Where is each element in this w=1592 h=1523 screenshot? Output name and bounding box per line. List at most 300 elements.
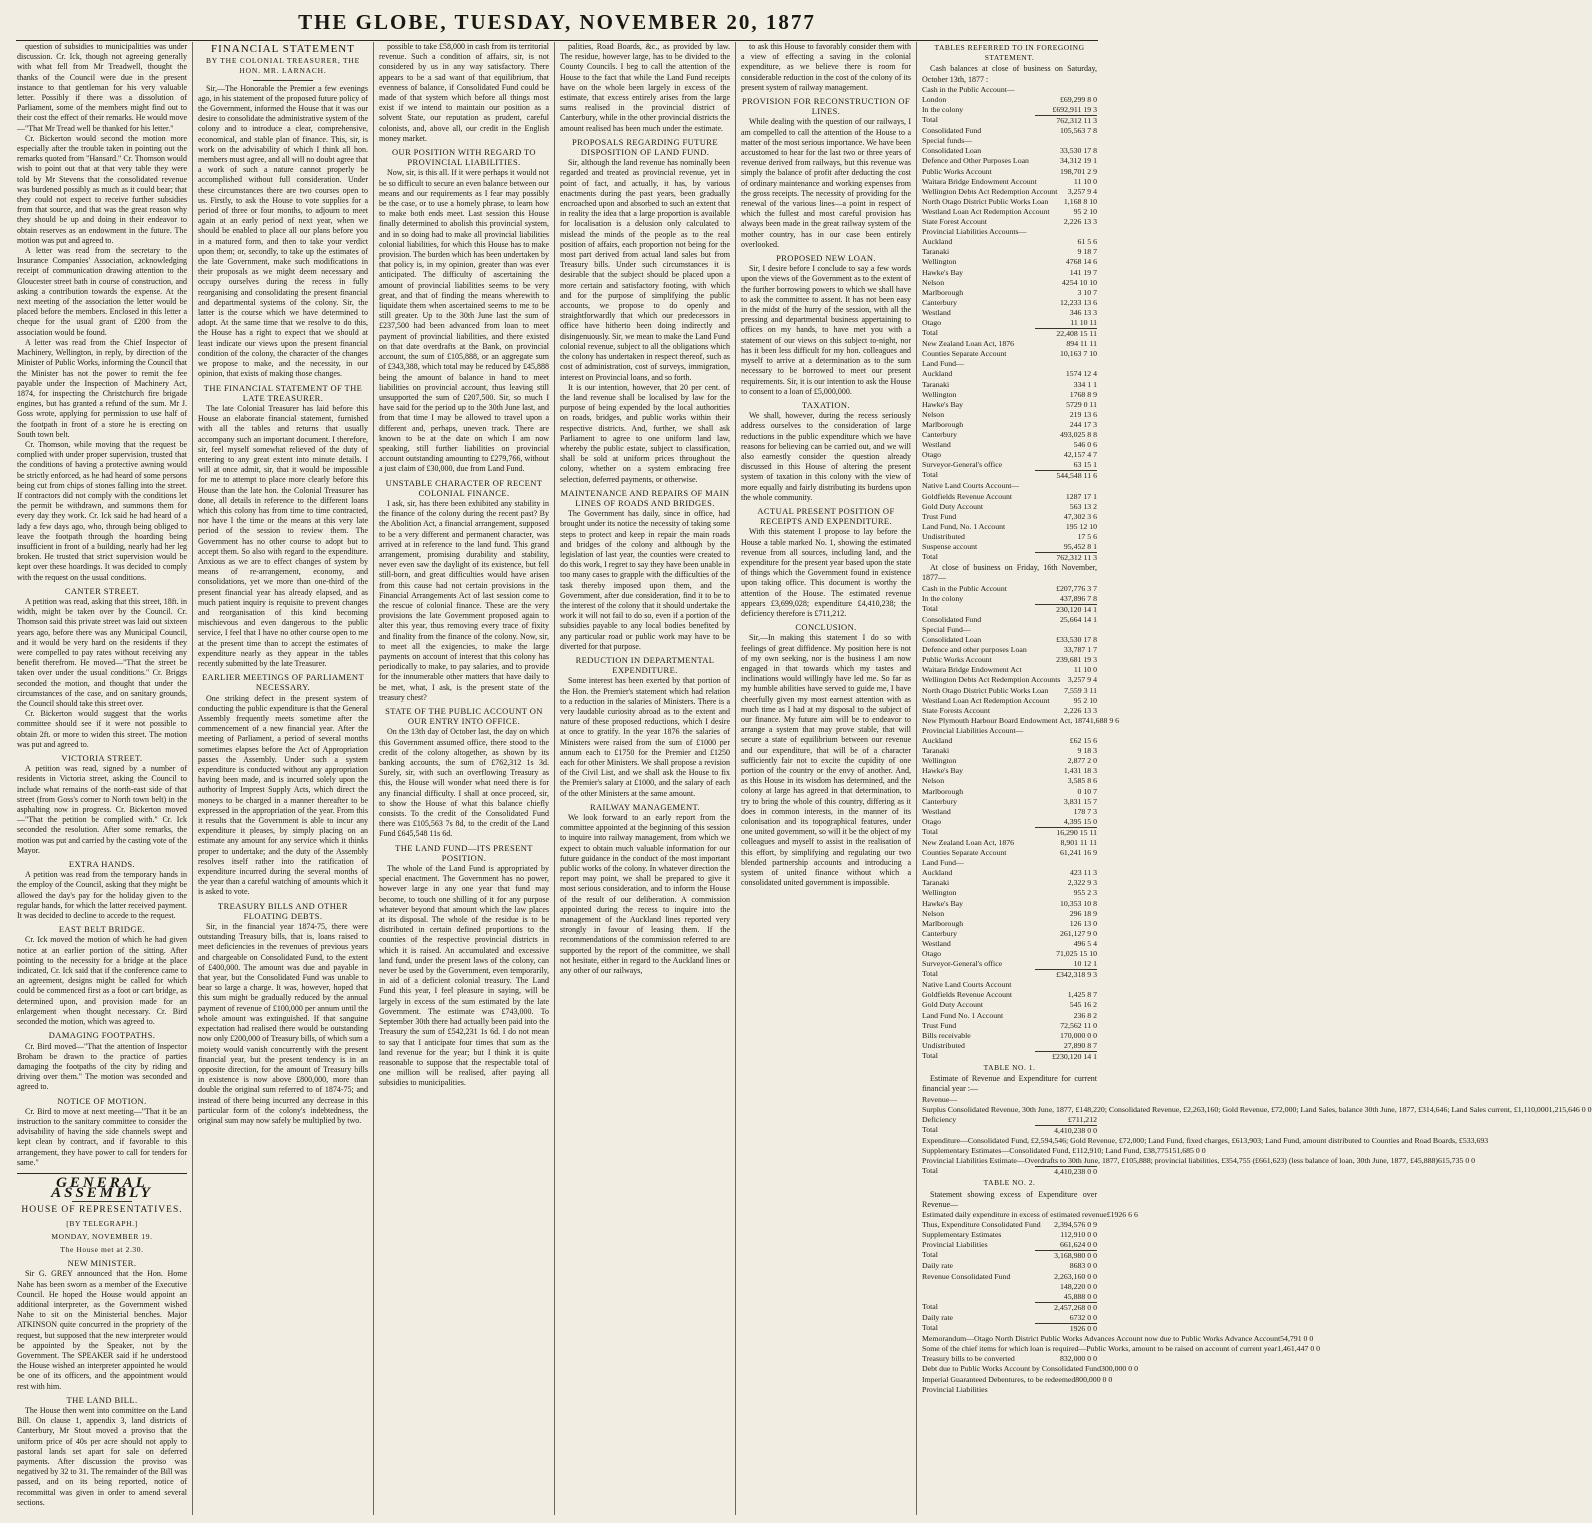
row-amount: 334 1 1 [1073,379,1097,389]
table-row [922,888,1097,898]
row-label: Westland [922,938,951,948]
table-row [922,247,1097,257]
row-label: Total [922,826,938,836]
paragraph: The late Colonial Treasurer has laid before this House an elaborate financial statement, furnished with all the tables and returns that usually accompany such an important document. I therefore, sir, feel myself somewhat relieved of the duty of entering to any great extent into minute details. I will at once admit, sir, that it would be impossible for me to attempt to place more clearly before this House than the late hon. the Colonial Treasurer has done, all details in reference to the different loans which this colony has from time to time contracted, nor have I the time or the means at this very late period of the session to review them. The Government has no other course to adopt but to accept them. So also with regard to the expenditure. Anxious as we are to effect changes of system by means of re-arrangement, economy, and consolidations, yet we more than one-third of the present financial year has already elapsed, and as much patient inquiry is requisite to prevent changes and reorganisation of this kind becoming mischievous and even dangerous to the public service, I feel that I have no other course open to me at the present time than to accept the estimates of expenditure nearly as they appear in the tables recently submitted by the late Treasurer. [198,403,368,668]
table-row [922,308,1097,318]
row-label: Treasury bills to be converted [922,1354,1015,1364]
row-amount: 72,562 11 0 [1060,1020,1097,1030]
table-row [922,328,1097,339]
row-label: Canterbury [922,430,958,439]
row-amount: 832,000 0 0 [1059,1354,1097,1364]
row-label: Surveyor-General's office [922,460,1003,470]
paragraph: We look forward to an early report from the committee appointed at the beginning of this session to inquire into railway management, from which we expect to obtain much valuable information for our future guidance in the conduct of the most important public works of the colony. In whatever direction the report may point, we shall be prepared to give it most serious consideration, and to inform the House of the result of our deliberation. A commission appointed during the recess to inquire into the management of the Auckland lines reported very strongly in favour of leasing them. If the recommendations of the commission referred to are supported by the report of the committee, we shall not hesitate, either in regard to the Auckland lines or any other of our railways, [560,813,730,976]
row-amount: 955 2 3 [1073,888,1097,898]
masthead: THE GLOBE, TUESDAY, NOVEMBER 20, 1877 [16,10,1098,41]
row-amount [1035,359,1097,369]
row-label: Hawke's Bay [922,267,964,277]
date-line: MONDAY, NOVEMBER 19. [51,1231,153,1241]
table-row [922,532,1097,542]
row-label: Trust Fund [922,511,957,521]
estimate-table [922,1094,1592,1178]
table-row [922,227,1097,237]
row-label: Daily rate [922,1312,953,1322]
table-row [922,899,1097,909]
row-label: Supplementary Estimates [922,1230,1002,1240]
row-label: Westland Loan Act Redemption Account [922,695,1050,705]
row-amount: 71,025 15 10 [1056,949,1097,958]
row-amount: 63 15 1 [1073,460,1097,470]
row-amount: 10,353 10 8 [1059,898,1097,908]
row-amount: 11 10 0 [1073,665,1097,675]
row-amount: 47,302 3 6 [1063,511,1097,521]
table-row [922,146,1097,156]
table-row [922,878,1097,888]
row-amount: 1,215,646 0 0 [1548,1104,1592,1114]
column-5 [736,42,917,1515]
paragraph: The whole of the Land Fund is appropriated by special enactment. The Government has no power, however large in any one year that fund may become, to touch one shilling of it for any purpose whatever beyond that amount which the law places at its disposal. The whole of the residue is to be distributed in certain defined proportions to the counties of the respective provincial districts in which it is raised. An accumulated and excessive land fund, under the present laws of the colony, can never be used by the Government, even temporarily, in aid of a deficient colonial treasury. The Land Fund this year, I feel pleasure in saying, will be largely in excess of the sum estimated by the late Government. The estimate was £743,000. To September 30th there had actually been paid into the Treasury the sum of £542,231 1s 6d. I do not mean to say that I anticipate four times that sum as the land revenue for the year; but I think it is quite reasonable to suppose that the respectable total of one million will be realised, after paying all subsidies to municipalities. [379,864,549,1088]
row-label: Total [922,1166,938,1176]
row-amount: 45,888 0 0 [1063,1291,1097,1301]
row-label: Provincial Liabilities Estimate—Overdrafts to 30th June, 1877, £105,888; provincial liabilities, £354,755 (£661,623) (less balance of loan, 30th June, 1877, £45,888) [922,1156,1439,1166]
row-amount: 3,257 9 4 [1067,675,1097,685]
row-amount: 33,530 17 8 [1059,146,1097,156]
row-label: North Otago District Public Works Loan [922,196,1049,206]
table-row [922,390,1097,400]
row-amount: £62 15 6 [1069,736,1097,746]
row-label: Taranaki [922,746,950,756]
row-label: Suspense account [922,542,978,552]
row-amount: 126 13 0 [1069,918,1097,928]
section-heading: UNSTABLE CHARACTER OF RECENT COLONIAL FINANCE. [385,477,543,498]
table-row [922,136,1097,146]
row-amount: 346 13 3 [1069,307,1097,317]
row-amount: 112,910 0 0 [1060,1230,1097,1240]
row-amount: £692,911 19 3 [1052,105,1097,114]
row-label: Total [922,115,938,125]
row-amount: 615,735 0 0 [1438,1156,1476,1166]
paragraph: I ask, sir, has there been exhibited any stability in the finance of the colony during the recent past? By the Abolition Act, a financial arrangement, supposed to be a very different and permanent character, was arrived at in reference to the land fund. This grand arrangement, promising durability and stability, never even saw the daylight of its existence, but fell still-born, and great difficulties would have arisen from this cause had not certain provisions in the Financial Arrangements Act of last session come to the rescue of colonial finance. These are the very provisions the late Government proposed again to alter this year, thus removing every trace of fixity and finality from the finance of the colony. Now, sir, to meet all the exigencies, to make the large payments on account of interest that this colony has periodically to make, to pay salaries, and to provide for the innumerable other matters that have daily to be met, what, I ask, is the present state of the treasury chest? [379,498,549,702]
row-label: Estimated daily expenditure in excess of estimated revenue [922,1210,1107,1219]
row-amount: £1926 6 6 [1106,1210,1138,1219]
row-amount: 95 2 10 [1073,695,1097,705]
row-label: Cash in the Public Account— [922,84,1015,94]
table-row [922,257,1097,267]
row-label: Land Fund No. 1 Account [922,1010,1004,1020]
paragraph: Sir G. GREY announced that the Hon. Home Nahe has been sworn as a member of the Executive Council. He hoped the House would appoint an additional interpreter, as the Government wished Nahe to sit on the Ministerial benches. Major ATKINSON quite concurred in the propriety of the request, but supposed that the new interpreter would be appointed by the Speaker, not by the Government. The SPEAKER said if he understood the House wished an interpreter appointed he would be one of its officers, and the appointment would rest with him. [17,1269,187,1391]
table-row [922,268,1097,278]
row-label: Provincial Liabilities [922,1384,988,1394]
section-heading: RAILWAY MANAGEMENT. [589,801,701,812]
section-heading: PROPOSED NEW LOAN. [776,253,876,264]
table-row [922,1115,1097,1125]
row-label: Native Land Courts Account— [922,481,1020,491]
table-row [922,380,1097,390]
table-row [922,1240,1097,1250]
row-amount: 25,664 14 1 [1059,614,1097,624]
table-row [922,522,1097,532]
section-heading: TAXATION. [801,399,850,410]
row-label: Revenue Consolidated Fund [922,1271,1011,1281]
byline: BY THE COLONIAL TREASURER, THE HON. MR. LARNACH. [205,56,361,76]
table-row [922,858,1097,868]
row-amount: 17 5 6 [1077,531,1097,541]
row-amount: 195 12 10 [1065,521,1097,531]
row-label: Waitara Bridge Endowment Account [922,176,1037,186]
row-label: Total [922,1124,938,1134]
row-amount: 1574 12 4 [1065,369,1097,379]
row-label: Auckland [922,369,953,379]
table-row [922,665,1097,675]
cash-balances-november-table [922,583,1120,1062]
table-row [922,470,1097,481]
row-label: State Forest Account [922,217,987,227]
table-row [922,512,1097,522]
row-label: Some of the chief items for which loan is required—Public Works, amount to be raised on account of current year [922,1344,1278,1354]
row-label: Land Fund— [922,858,964,868]
row-amount: 239,681 19 3 [1056,655,1097,665]
row-label: Taranaki [922,379,950,389]
row-label: Taranaki [922,247,950,257]
table-row [922,827,1097,838]
row-label: New Plymouth Harbour Board Endowment Act, 1874 [922,715,1090,725]
table-row [922,1166,1097,1177]
row-label: Total [922,969,938,979]
table-row [922,1051,1097,1062]
paragraph: It is our intention, however, that 20 per cent. of the land revenue shall be localised by law for the purpose of being expended by the local authorities on roads, bridges, and public works within their respective districts. And, further, we shall ask Parliament to agree to one uniform land law, whereby the public estate, subject to classification, shall be sold at uniform prices throughout the colony, whether on a system embracing free selection, deferred payments, or otherwise. [560,382,730,484]
table-row [922,746,1097,756]
paragraph: One striking defect in the present system of conducting the public expenditure is that the General Assembly frequently meets sometime after the commencement of a new financial year. After the meeting of Parliament, a period of several months sometimes elapses before the Act of Appropriation passes the Assembly. Under such a system expenditure is conducted without any appropriation having been made, and is incurred solely upon the authority of Imprest Supply Acts, which direct the moneys to be charged in a manner thereafter to be expressed in the appropriation of the year. From this it results that the Government is able to incur any expenditure it pleases, by simply placing on an estimate any amount for any service which it thinks proper to undertake; and the duty of the Assembly resolves itself rather into the ratification of expenditure incurred during the several months of the year than a careful watching of amounts which it is asked to vote. [198,693,368,897]
row-label: Provincial Liabilities Account— [922,725,1024,735]
row-label: Total [922,328,938,338]
row-label: Provincial Liabilities [922,1240,988,1250]
row-label: Westland [922,307,951,317]
section-heading: EARLIER MEETINGS OF PARLIAMENT NECESSARY. [201,672,365,693]
section-heading: CONCLUSION. [795,622,857,633]
row-label: Cash in the Public Account [922,583,1007,593]
row-label: Defence and other purposes Loan [922,645,1027,655]
table-row [922,868,1097,878]
table-row [922,766,1097,776]
paragraph: Now, sir, is this all. If it were perhaps it would not be so difficult to secure an even balance between our means and our requirements as I fear may possibly be the case, or to use a homely phrase, to learn how to make both ends meet. Last session this House finally determined to abolish this provincial system, and in so doing had to make all provincial liabilities colonial liabilities, for which this House has to make provision. The burden which has been undertaken by that policy is, in my opinion, greater than was ever anticipated. The difficulty of ascertaining the amount of provincial liabilities seems to be very great, and that of finding the means wherewith to liquidate them when ascertained seems to me to be still greater. Up to the 30th June last the sum of £237,500 had been advanced from loan to meet payment of provincial liabilities, and there existed on that date overdrafts at the Bank, on provincial account, the sum of £105,888, or an aggregate sum of £343,388, which total may be reduced by £45,888 being the amount of balance in hand to meet liabilities on provincial account, thus leaving still unsupported the sum of £207,500. Sir, so much I have said for the period up to the 30th June last, and from that time I may be allowed to travel upon a different and, perhaps, uneven track. There are known to be at the date on which I am now speaking, still further liabilities on provincial account outstanding amounting to £279,766, without a just claim of £30,000, due from Land Fund. [379,168,549,474]
paragraph: A letter was read from the secretary to the Insurance Companies' Association, acknowledging receipt of communication drawing attention to the Gloucester street bath in course of construction, and asking a contribution towards the expense. At the next meeting of the association the letter would be placed before the members. Enclosed in this letter a cheque for the usual grant of £200 from the association would be found. [17,246,187,337]
row-label: Total [922,470,938,480]
row-amount: 661,624 0 0 [1059,1240,1097,1250]
table-row [922,756,1097,766]
row-label: Hawke's Bay [922,898,964,908]
section-heading: THE FINANCIAL STATEMENT OF THE LATE TREASURER. [203,382,363,403]
row-amount: 544,548 11 6 [1035,470,1097,481]
section-heading: EAST BELT BRIDGE. [58,924,146,935]
row-amount: 1,431 18 3 [1063,766,1097,776]
row-amount: 10 12 1 [1073,959,1097,969]
row-amount: 261,127 9 0 [1059,928,1097,938]
paragraph: Cr. Bickerton would second the motion more especially after the trouble taken in pointing out the remarks quoted from "Hansard." Cr. Thomson would wish to point out that at that very table they were told by Mr Stevens that the consolidated revenue was burdened possibly as much as it could bear; that they could not expect to receive further subsidies from that source, and that was the great reason why they should be up and doing in their endeavor to obtain reserves as an endowment in the future. The motion was put and agreed to. [17,133,187,245]
table-intro: Statement showing excess of Expenditure over Revenue— [922,1189,1097,1209]
table-row [922,1374,1113,1385]
row-label: Canterbury [922,796,958,806]
table-row [922,1220,1097,1230]
row-label: Public Works Account [922,166,992,176]
row-amount [1035,481,1097,491]
table-row [922,1261,1097,1271]
row-label: Undistributed [922,531,965,541]
row-label: Wellington Debts Act Redemption Account [922,186,1058,196]
row-amount: 6732 0 0 [1069,1312,1097,1322]
table-row [922,1095,1097,1105]
table-row [922,919,1097,929]
paragraph: Sir, although the land revenue has nominally been regarded and treated as provincial revenue, yet in point of fact, and actually, it has, by various enactments during the past years, been gradually encroached upon and absorbed to such an extent that in reality the idea that a large proportion is available for localisation is a delusion only calculated to mislead the minds of the people as to the real position of affairs, each proportion not being for the most part derived from actual land sales but from Treasury bills. Under such circumstances it is desirable that the subject should be placed upon a more certain and satisfactory footing, with which and for the purpose of simplifying the public accounts, we propose to do openly and straightforwardly that which our predecessors in office have hitherto been doing indirectly and disingenuously. Sir, we mean to make the Land Fund colonial revenue, subject to all the obligations which the colony has undertaken in respect thereof, such as cost of administration, cost of surveys, immigration, interest on Provincial loans, and so forth. [560,158,730,382]
table-row [922,797,1097,807]
table-row [922,1000,1097,1010]
row-amount: £207,776 3 7 [1056,583,1097,593]
row-label: Hawke's Bay [922,399,964,409]
table-row [922,1323,1097,1334]
table-row [922,1021,1097,1031]
divider [72,1201,132,1202]
row-label: Imperial Guaranteed Debentures, to be redeemed [922,1374,1076,1384]
row-amount: £230,120 14 1 [1035,1051,1097,1062]
row-label: In the colony [922,105,964,114]
row-amount: 1768 8 9 [1069,389,1097,399]
row-label: Consolidated Fund [922,126,982,136]
table-row [922,1104,1592,1115]
section-heading: NOTICE OF MOTION. [57,1095,147,1106]
row-amount: 7,559 3 11 [1064,685,1097,695]
table-row [922,207,1097,217]
row-amount: 5729 0 11 [1066,399,1097,409]
row-label: Total [922,552,938,562]
row-amount: 148,220 0 0 [1059,1281,1097,1291]
table-row [922,1354,1097,1364]
table-row [922,848,1097,858]
row-label: Waitara Bridge Endowment Act [922,665,1022,675]
table-row [922,1011,1097,1021]
table-row [922,939,1097,949]
row-label: Marlborough [922,419,964,429]
table-row [922,706,1097,716]
row-amount: 95 2 10 [1073,206,1097,216]
paragraph: question of subsidies to municipalities was under discussion. Cr. Ick, though not agreeing generally with what fell from Mr Treadwell, thought the thanks of the Council were due in the present instance to that gentleman for his very valuable letter. Possibly if there was a dissolution of Parliament, some of the members might find out to their cost the effect of their remarks. He would move—"That Mr Tread well be thanked for his letter." [17,42,187,133]
table-row [922,990,1097,1000]
row-label: Counties Separate Account [922,349,1007,359]
table-row [922,959,1097,969]
table-row [922,349,1097,359]
table-row [922,736,1097,746]
row-amount: 300,000 0 0 [1100,1364,1139,1374]
article-title: FINANCIAL STATEMENT [211,43,355,55]
row-label: Otago [922,816,942,826]
row-amount: 34,312 19 1 [1059,156,1097,166]
section-heading: NEW MINISTER. [67,1258,137,1269]
table-row [922,115,1097,126]
table-row [922,726,1097,736]
table-row [922,440,1097,450]
row-amount: 296 18 9 [1069,908,1097,918]
paragraph: Cr. Bird moved—"That the attention of Inspector Broham be drawn to the practice of parties damaging the footpaths of the city by riding and driving over them." The motion was seconded and agreed to. [17,1041,187,1092]
section-heading: DAMAGING FOOTPATHS. [48,1030,156,1041]
table-intro: Cash balances at close of business on Saturday, October 13th, 1877 : [922,64,1097,84]
row-label: Memorandum—Otago North District Public Works Advances Account now due to Public Works Advance Account [922,1334,1281,1344]
table-row [922,481,1097,491]
table-row [922,359,1097,369]
table-row [922,237,1097,247]
paragraph: to ask this House to favorably consider them with a view of effecting a saving in the colonial expenditure, as we believe there is room for considerable reduction in the cost of the colony of its present system of railway management. [741,42,911,92]
table-row [922,1250,1097,1261]
row-amount: 230,120 14 1 [1035,604,1097,615]
row-label: Consolidated Loan [922,635,982,645]
table-row [922,1292,1097,1302]
columns [12,42,1592,1515]
row-amount [1035,136,1097,146]
table-intro: Estimate of Revenue and Expenditure for current financial year :— [922,1074,1097,1094]
row-amount: 2,263,160 0 0 [1054,1271,1097,1281]
column-3 [374,42,555,1515]
row-label: Surplus Consolidated Revenue, 30th June, 1877, £148,220; Consolidated Revenue, £2,263,160; Gold Revenue, £72,000; Land Sales, balance 30th June, 1877, £314,646; Land Sales current, £1,110,000 [922,1104,1549,1114]
table-row [922,339,1097,349]
row-label: Nelson [922,776,945,786]
row-label: Wellington [922,389,957,399]
table-row [922,1282,1097,1292]
row-label: New Zealand Loan Act, 1876 [922,837,1015,847]
paragraph: A petition was read from the temporary hands in the employ of the Council, asking that they might be allowed the day's pay for the holiday given to the regular hands, for which the latter received payment. It was decided to decline to accede to the request. [17,870,187,921]
paragraph: Cr. Bickerton would suggest that the works committee should see if it were not possible to obtain 2ft. or more to widen this street. The motion was put and agreed to. [17,709,187,749]
row-label: Total [922,603,938,613]
paragraph: Some interest has been exerted by that portion of the Hon. the Premier's statement which had relation to a reduction in the salaries of Ministers. There is a very laudable curiosity abroad as to the extent and nature of these proposed reductions, which I desire at once to gratify. In the year 1876 the salaries of Ministers were raised from the sum of £1000 per annum each to £1750 for the Premier and £1250 each for other Ministers. We shall propose a revision of the Civil List, and we shall ask the House to fix the Premier's salary at £1000, and the salary of each of the other Ministers at the same amount. [560,676,730,798]
row-label: Taranaki [922,878,950,888]
row-amount: 1,461,447 0 0 [1277,1344,1321,1354]
table-row [922,696,1097,706]
table-row [922,156,1097,166]
row-amount: 61 5 6 [1077,237,1097,247]
row-amount: 4,410,238 0 0 [1035,1166,1097,1177]
section-heading: VICTORIA STREET. [61,753,143,764]
table-row [922,1302,1097,1313]
row-amount: 61,241 16 9 [1059,848,1097,858]
paragraph: Sir,—In making this statement I do so with feelings of great diffidence. My position here is not of my own seeking, nor is the business I am now engaged in that towards which my tastes and inclinations would willingly have led me. So far as my humble abilities have served to guide me, I have cheerfully given my most earnest attention with as much time as I had at my disposal to the subject of our finance. My future aim will be to endeavor to arrange a system that may prove stable, that will secure a state of equilibrium between our revenue and our expenditure, that will be of a character sufficiently fair not to excite the cupidity of one portion of the country or the envy of another. And, as this House in its wisdom has determined, and the colony at large has agreed in that determination, to try to bring the whole of this country, differing as it does in common interests, in the manner of its colonisation and its topographical features, under one united government, so will it be the object of my colleagues and myself to assist in the realisation of this effort, by simplifying and regulating our two blended partnership accounts and introducing a system of united finance without which a consolidated united government is impossible. [741,633,911,888]
paragraph: A petition was read, signed by a number of residents in Victoria street, asking the Council to include what remains of the north-east side of that street (from Goss's corner to North town belt) in the asphalting now in progress. Cr. Bickerton moved—"That the petition be complied with." Cr. Ick seconded the resolution. After some remarks, the motion was put and carried by the casting vote of the Mayor. [17,764,187,855]
section-heading: THE LAND FUND—ITS PRESENT POSITION. [395,842,533,863]
row-label: Canterbury [922,928,958,938]
section-heading: MAINTENANCE AND REPAIRS OF MAIN LINES OF ROADS AND BRIDGES. [560,487,730,508]
row-label: Auckland [922,868,953,878]
row-amount: 2,457,268 0 0 [1035,1302,1097,1313]
row-label: Westland [922,440,951,450]
row-amount [1035,625,1097,635]
row-amount: 8683 0 0 [1069,1261,1097,1271]
row-amount: 219 13 6 [1069,409,1097,419]
row-amount: 2,394,576 0 9 [1054,1220,1097,1230]
row-amount: 42,157 4 7 [1063,450,1097,460]
table-row [922,1230,1097,1240]
row-amount: 95,452 8 1 [1063,542,1097,552]
row-amount: £69,299 8 0 [1059,94,1097,104]
table-row [922,675,1097,685]
table-row [922,298,1097,308]
section-heading: OUR POSITION WITH REGARD TO PROVINCIAL LIABILITIES. [392,147,536,168]
paragraph: A letter was read from the Chief Inspector of Machinery, Wellington, in reply, by direction of the Minister of Public Works, informing the Council that the Minister has not the power to remit the fee payable under the Inspection of Machinery Act, 1874, for inspecting the Christchurch fire brigade engines, but has granted a refund of the sum. Mr J. Goss wrote, applying for permission to use half of the footpath in front of a store he is erecting on South town belt. [17,337,187,439]
row-amount: 493,025 8 8 [1059,430,1097,439]
row-amount: 3 10 7 [1077,287,1097,297]
table-row [922,584,1097,594]
section-heading: ACTUAL PRESENT POSITION OF RECEIPTS AND EXPENDITURE. [757,505,895,527]
row-amount [1035,980,1097,990]
row-amount: 894 11 11 [1066,339,1097,349]
excess-table [922,1210,1321,1395]
table-row [922,1031,1097,1041]
row-amount: 3,585 8 6 [1067,776,1097,786]
row-label: Marlborough [922,918,964,928]
table-row [922,502,1097,512]
row-amount [1035,1385,1097,1395]
row-label: Land Fund— [922,359,964,369]
table-row [922,1156,1476,1166]
row-label: Special Fund— [922,625,971,634]
table-row [922,85,1097,95]
row-label: Canterbury [922,297,958,307]
section-heading: EXTRA HANDS. [68,859,136,870]
table-row [922,929,1097,939]
row-amount: 16,290 15 11 [1035,827,1097,838]
table-intro: At close of business on Friday, 16th November, 1877— [922,563,1097,583]
row-amount: 496 5 4 [1073,938,1097,948]
row-amount: 54,791 0 0 [1280,1334,1314,1344]
row-amount: 8,901 11 11 [1060,837,1097,847]
row-amount: 2,226 13 3 [1063,217,1097,227]
row-amount: 9 18 7 [1077,247,1097,257]
table-row [922,552,1097,563]
row-amount: 2,322 9 3 [1067,878,1097,888]
divider [253,80,313,81]
table-row [922,625,1097,635]
row-amount: 762,312 11 3 [1035,552,1097,563]
row-amount: 12,233 13 6 [1059,297,1097,307]
row-label: Wellington [922,888,957,898]
paragraph: With this statement I propose to lay before the House a table marked No. 1, showing the estimated revenue from all sources, including land, and the expenditure for the present year based upon the state of things which the Government found in existence upon taking office. This document is worthy the attention of the House. The estimated revenue appears £3,699,028; expenditure £4,410,238; the deficiency therefore is £711,212. [741,527,911,618]
row-label: Counties Separate Account [922,848,1007,858]
table-row [922,187,1097,197]
row-amount: 11 10 11 [1070,317,1097,327]
table-row [922,460,1097,470]
row-amount: 545 16 2 [1069,1000,1097,1010]
row-label: Thus, Expenditure Consolidated Fund [922,1220,1041,1230]
row-label: Total [922,1323,938,1333]
row-amount: 151,685 0 0 [1168,1146,1206,1156]
table-row [922,1146,1206,1156]
row-label: Defence and Other Purposes Loan [922,156,1029,166]
row-label: Deficiency [922,1114,957,1124]
table-row [922,410,1097,420]
table-row [922,1313,1097,1323]
house-heading: HOUSE OF REPRESENTATIVES. [21,1205,183,1216]
table-row [922,1210,1138,1220]
table-row [922,686,1097,696]
row-amount: 1,425 8 7 [1067,990,1097,1000]
table-row [922,400,1097,410]
table-row [922,1136,1489,1146]
table-row [922,604,1097,615]
section-heading: PROVISION FOR RECONSTRUCTION OF LINES. [741,96,911,117]
table-row [922,776,1097,786]
row-label: Wellington [922,257,957,267]
row-label: Otago [922,949,942,958]
table-row [922,369,1097,379]
row-label: Special funds— [922,136,973,146]
paragraph: The Government has daily, since in office, had brought under its notice the necessity of taking some steps to protect and keep in repair the main roads and bridges of the colony and although by the legislation of last year, the counties were created to do this work, I regret to say they have been unable in too many cases to grapple with the difficulties of the task thereby imposed upon them, and the Government, after due consideration, find it to be to the interest of the colony that it should undertake the work it will not fail to do so, even if a portion of the subsidies payable to any local bodies benefited by any particular road or public work may have to be diverted for that purpose. [560,509,730,651]
row-amount: 22,408 15 11 [1035,328,1097,339]
paragraph: The House then went into committee on the Land Bill. On clause 1, appendix 3, land districts of Canterbury, Mr Stout moved a proviso that the uniform price of 40s per acre should not apply to pastoral lands set apart for sale on deferred payments. After discussion the proviso was negatived by 32 to 31. The remainder of the Bill was passed, and on its being reported, notice of recommittal was given in order to amend several sections. [17,1406,187,1507]
column-4 [555,42,736,1515]
table-row [922,492,1097,502]
